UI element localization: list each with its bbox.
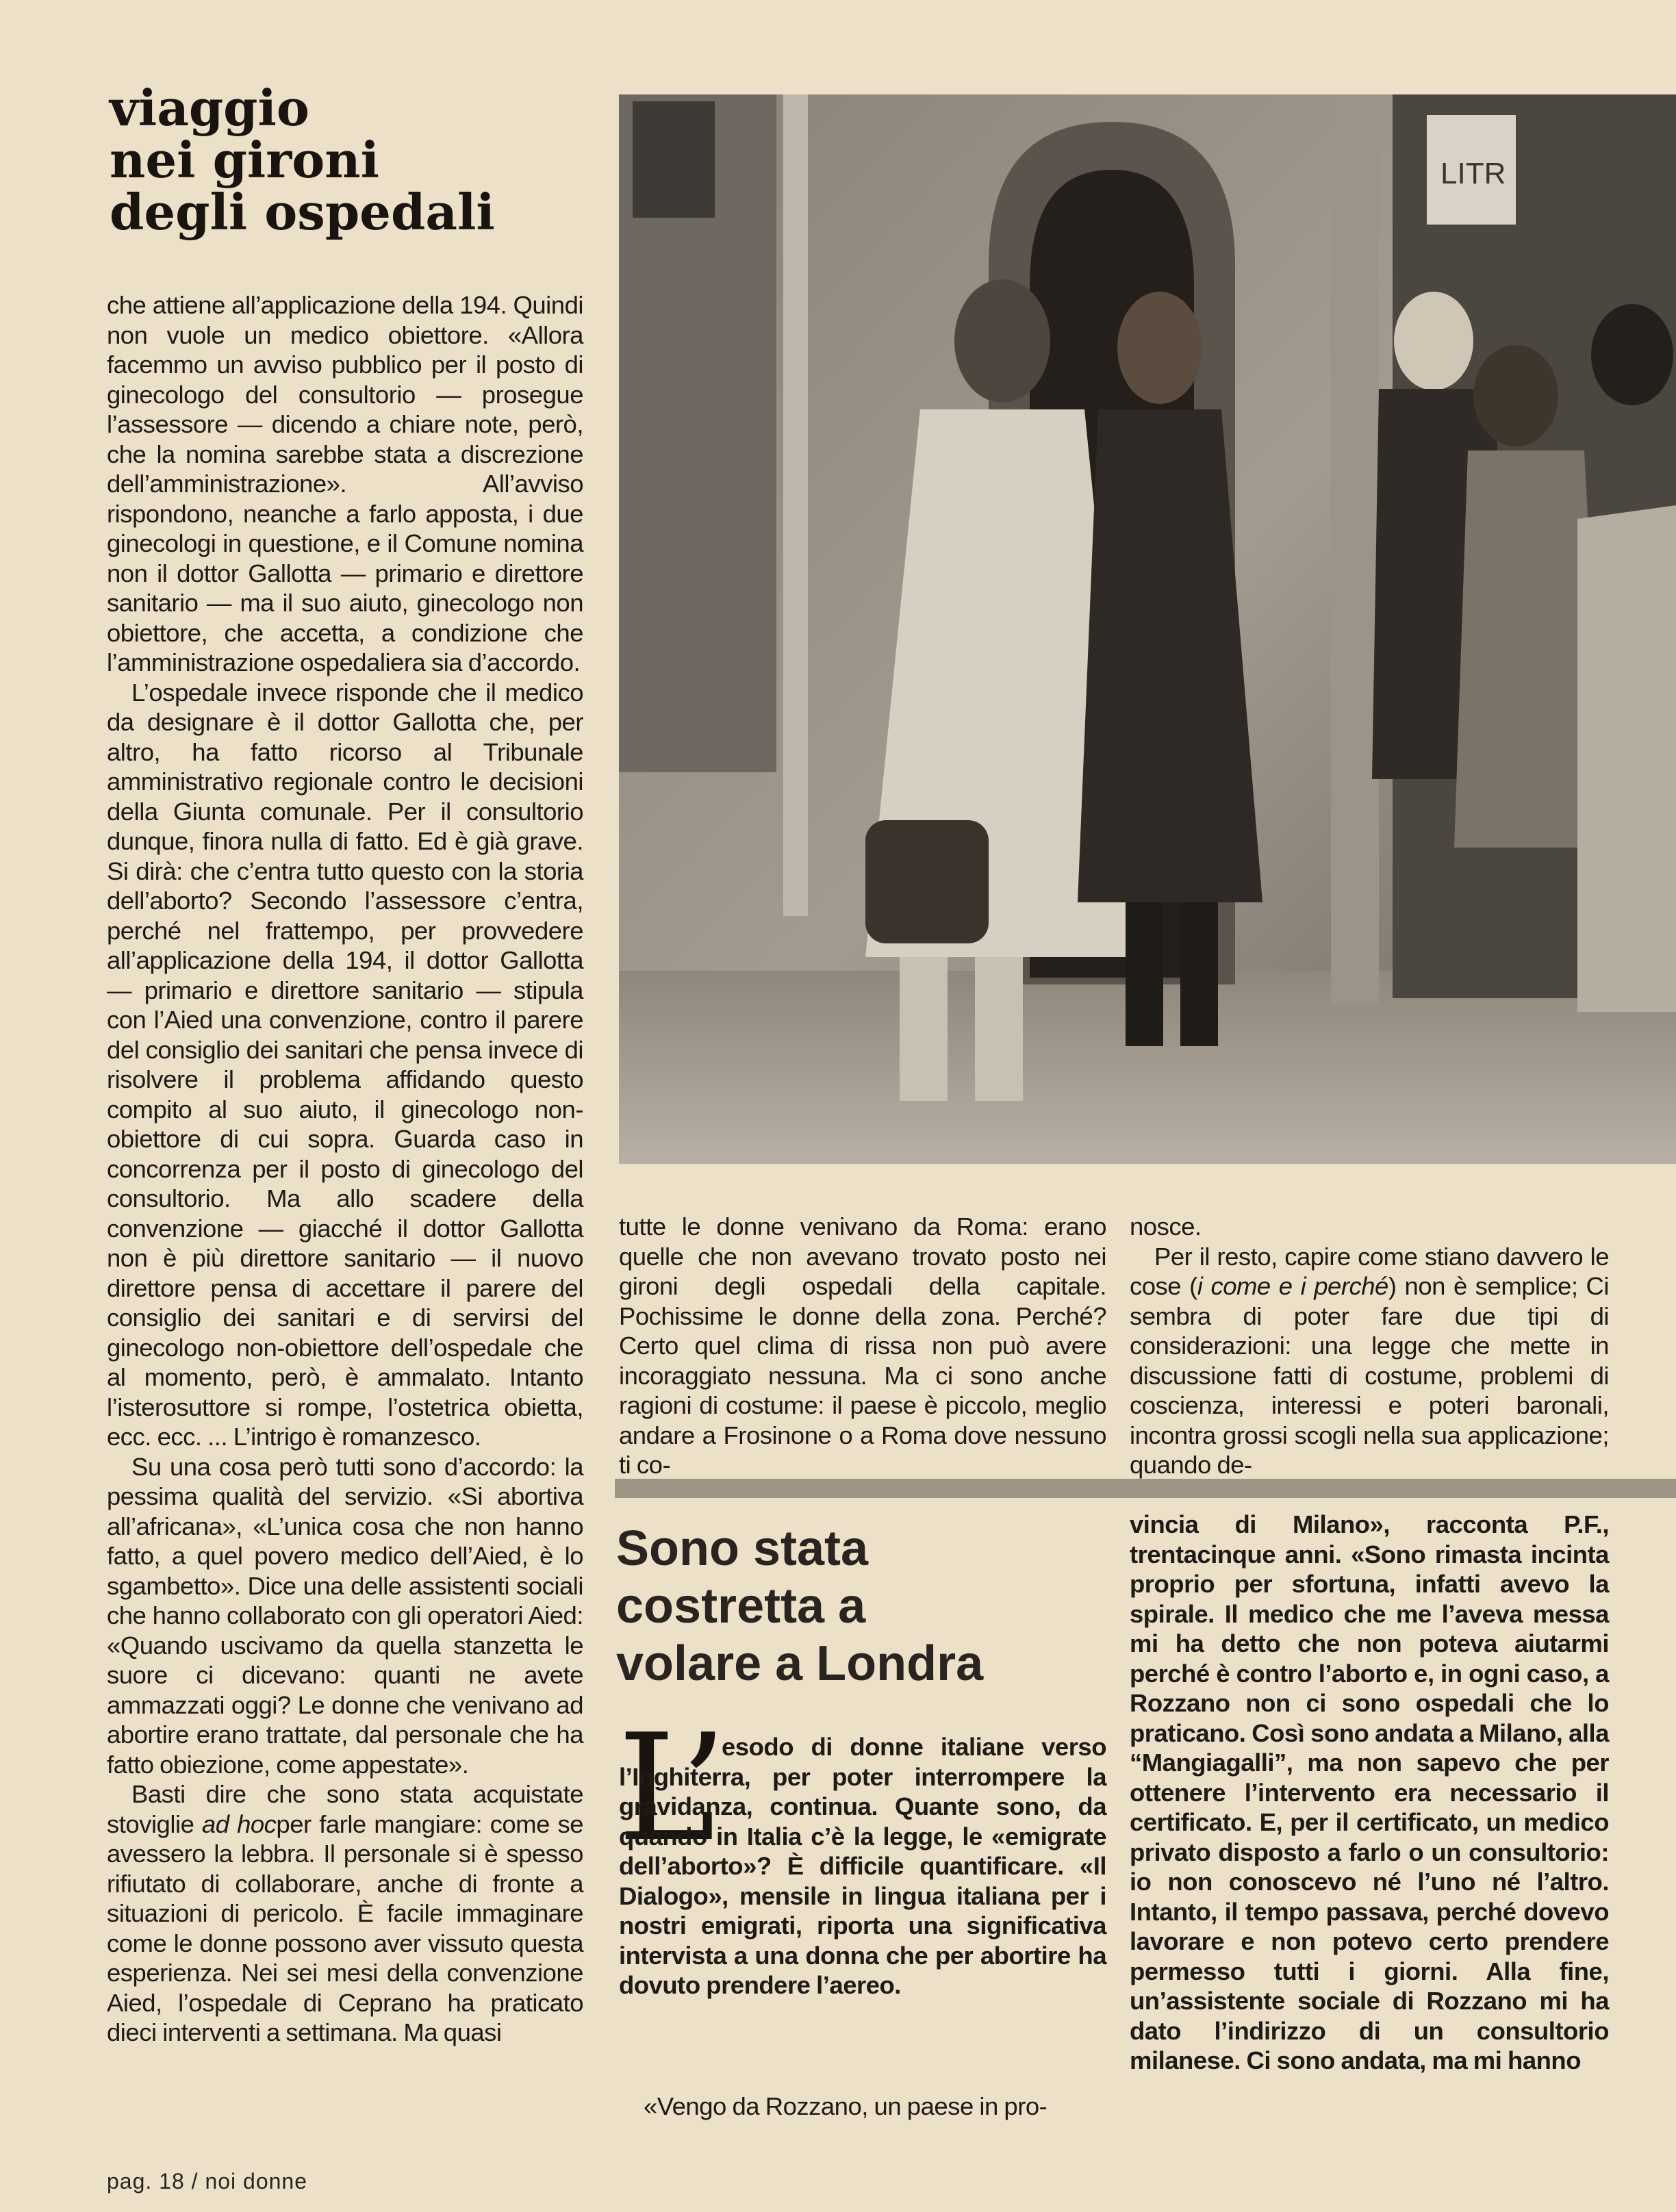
- box-quote-paragraph: «Vengo da Rozzano, un paese in pro-: [644, 2092, 1048, 2120]
- col1-paragraph-4-start: Basti dire che sono stata acquistate stoviglie: [107, 1780, 583, 1838]
- column-3: [1130, 1212, 1609, 1480]
- drop-cap: L’: [618, 1702, 727, 1874]
- box-quote-start: [619, 2092, 1106, 2122]
- box-right-column: [1130, 1510, 1609, 2076]
- box-right-paragraph: vincia di Milano», racconta P.F., trentacinque anni. «Sono rimasta incinta proprio per sfortuna, infatti avevo la spirale. Il medico che me l’aveva messa mi ha detto che non poteva aiutarmi perché è contro l’aborto e, in ogni caso, a Rozzano non ci sono ospedali che lo praticano. Così sono andata a Milano, alla “Mangiagalli”, ma non sapevo che per ottenere l’intervento era necessario il certificato. E, per il certificato, un medico privato disposto a farlo o un consultorio: io non conoscevo né l’uno né l’altro. Intanto, il tempo passava, perché dovevo lavorare e non potevo certo prendere permesso tutti i giorni. Alla fine, un’assistente sociale di Rozzano mi ha dato l’indirizzo di un consultorio milanese. Ci sono andata, ma mi hanno: [1130, 1510, 1609, 2074]
- photo-women-at-doorway: [619, 94, 1676, 1164]
- article-heading: [110, 79, 495, 241]
- heading-line-3: degli ospedali: [110, 183, 495, 241]
- photo-sign-text: LITR: [1440, 157, 1506, 190]
- photo-window: [633, 101, 715, 218]
- box-title-line-2: costretta a: [616, 1579, 866, 1633]
- col1-paragraph-1: che attiene all’applicazione della 194. Quindi non vuole un medico obiettore. «Allora facemmo un avviso pubblico per il posto di ginecologo del consultorio — prosegue l’assessore — dicendo a chiare note, però, che la nomina sarebbe stata a discrezione dell’amministrazione». All’avviso rispondono, neanche a farlo apposta, i due ginecologi in questione, e il Comune nomina non il dottor Gallotta — primario e direttore sanitario — ma il suo aiuto, ginecologo non obiettore, che accetta, a condizione che l’amministrazione ospedaliera sia d’accordo.: [107, 291, 583, 676]
- col3-paragraph-2: [1130, 1242, 1609, 1480]
- box-title-line-3: volare a Londra: [616, 1636, 984, 1691]
- box-title-line-1: Sono stata: [616, 1521, 869, 1576]
- photo-drainpipe: [783, 94, 808, 916]
- col1-paragraph-3: Su una cosa però tutti sono d’accordo: la pessima qualità del servizio. «Si abortiva all’africana», «L’unica cosa che non hanno fatto, a quel povero medico dell’Aied, è lo sgambetto». Dice una delle assistenti sociali che hanno collaborato con gli operatori Aied: «Quando uscivamo da quella stanzetta le suore ci dicevano: quanti ne avete ammazzati oggi? Le donne che venivano ad abortire erano trattate, dal personale che ha fatto obiezione, come appestate».: [107, 1452, 583, 1779]
- column-1: [107, 290, 583, 2048]
- col2-paragraph-1: tutte le donne venivano da Roma: erano quelle che non avevano trovato posto nei gironi degli ospedali della capitale. Pochissime le donne della zona. Perché? Certo quel clima di rissa non può avere incoraggiato nessuna. Ma ci sono anche ragioni di costume: il paese è piccolo, meglio andare a Frosinone o a Roma dove nessuno ti co-: [619, 1212, 1106, 1479]
- heading-line-1: viaggio: [110, 79, 309, 137]
- col3-paragraph-1: nosce.: [1130, 1212, 1202, 1241]
- column-2: [619, 1212, 1106, 1480]
- col1-paragraph-2: L’ospedale invece risponde che il medico da designare è il dottor Gallotta che, per altro, ha fatto ricorso al Tribunale amministrativo regionale contro le decisioni della Giunta comunale. Per il consultorio dunque, finora nulla di fatto. Ed è già grave. Si dirà: che c’entra tutto questo con la storia dell’aborto? Secondo l’assessore c’entra, perché nel frattempo, per provvedere all’applicazione della 194, il dottor Gallotta — primario e direttore sanitario — stipula con l’Aied una convenzione, contro il parere del consiglio dei sanitari che pensa invece di risolvere il problema affidando questo compito al suo aiuto, il ginecologo non-obiettore di cui sopra. Guarda caso in concorrenza per il posto di ginecologo del consultorio. Ma allo scadere della convenzione — giacché il dottor Gallotta non è più direttore sanitario — il nuovo direttore pensa di accettare il parere del consiglio dei sanitari e di servirsi del ginecologo non-obiettore dell’ospedale che al momento, però, è ammalato. Intanto l’isterosuttore si rompe, l’ostetrica obietta, ecc. ecc. ... L’intrigo è romanzesco.: [107, 678, 583, 1451]
- col3-paragraph-2-start: Per il resto, capire come stiano davvero le cose (: [1130, 1242, 1609, 1300]
- col1-paragraph-4: [107, 1779, 583, 2048]
- col1-paragraph-4-italic: ad hoc: [201, 1809, 277, 1838]
- box-top-rule: [615, 1479, 1676, 1498]
- box-title: [616, 1520, 1054, 1692]
- col1-paragraph-4-end: per farle mangiare: come se avessero la lebbra. Il personale si è spesso rifiutato di collaborare, anche di fronte a situazioni di pericolo. È facile immaginare come le donne possono aver vissuto questa esperienza. Nei sei mesi della convenzione Aied, l’ospedale di Ceprano ha praticato dieci interventi a settimana. Ma quasi: [107, 1809, 583, 2046]
- col3-paragraph-2-end: ) non è semplice; Ci sembra di poter fare due tipi di considerazioni: una legge che mette in discussione fatti di costume, problemi di coscienza, interessi e poteri baronali, incontra grossi scogli nella sua applicazione; quando de-: [1130, 1272, 1609, 1479]
- col3-paragraph-2-italic: i come e i perché: [1197, 1272, 1388, 1300]
- box-intro: [619, 1732, 1106, 2000]
- page-footer: pag. 18 / noi donne: [107, 2169, 308, 2194]
- box-intro-paragraph: esodo di donne italiane verso l’Inghiterra, per poter interrompere la gravidanza, continua. Quante sono, da quando in Italia c’è la legge, le «emigrate dell’aborto»? È difficile quantificare. «Il Dialogo», mensile in lingua italiana per i nostri emigrati, riporta una significativa intervista a una donna che per abortire ha dovuto prendere l’aereo.: [619, 1733, 1106, 1999]
- heading-line-2: nei gironi: [110, 131, 379, 189]
- photo-ornate-jamb: [1331, 94, 1379, 1005]
- article-photo: [619, 94, 1676, 1164]
